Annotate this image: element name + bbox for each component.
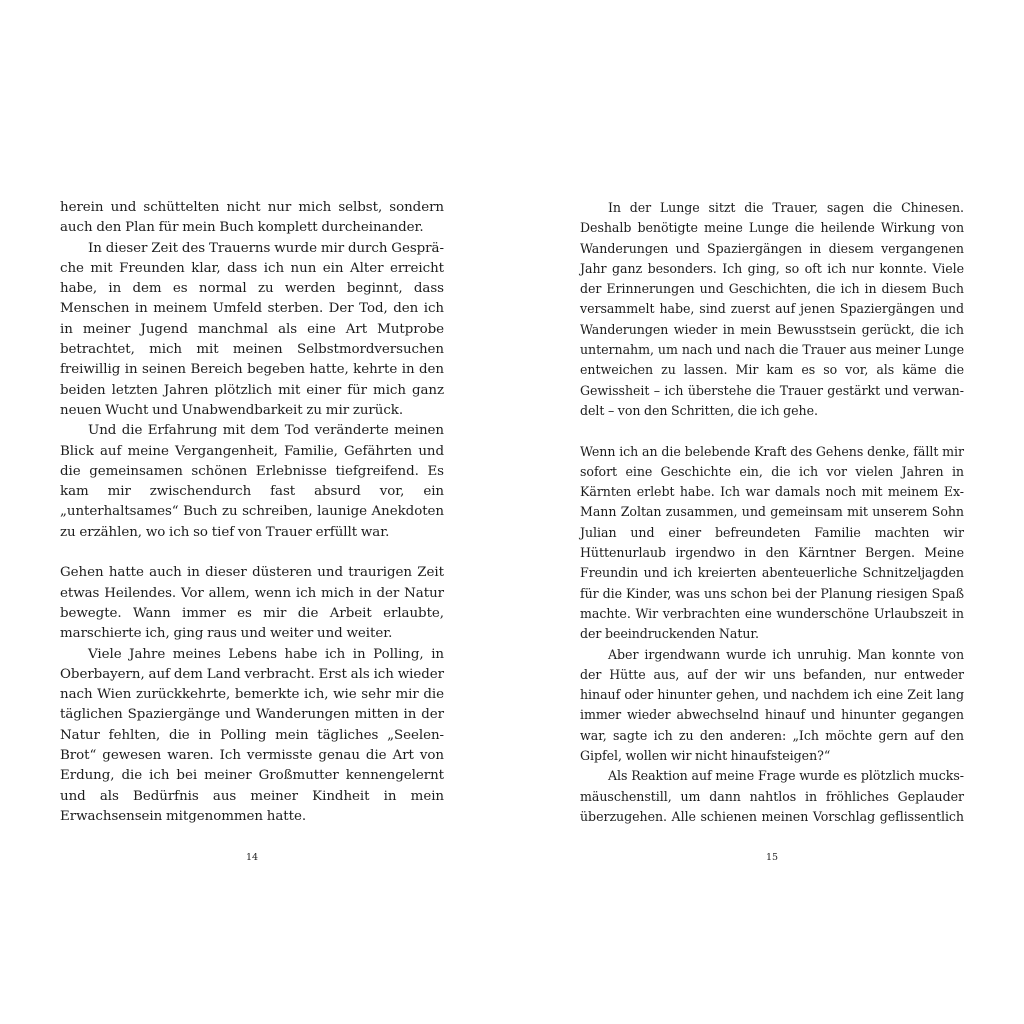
paragraph: Viele Jahre meines Lebens habe ich in Polling, in Oberbayern, auf dem Land verbracht. Erst als ich wieder nach Wien zurückkehrte, bemerkte ich, wie sehr mir die täglichen Spaziergänge und Wanderungen mitten in der Natur fehlten, die in Polling mein tägliches „Seelen-Brot“ gewesen waren. Ich vermisste genau die Art von Erdung, die ich bei meiner Großmutter kennengelernt und als Bedürfnis aus meiner Kindheit in mein Erwachsensein mitgenommen hatte. <box>60 646 444 824</box>
paragraph: Wenn ich an die belebende Kraft des Gehens denke, fällt mir sofort eine Geschichte ein, die ich vor vielen Jahren in Kärnten erlebt habe. Ich war damals noch mit meinem Ex-Mann Zoltan zusammen, und gemeinsam mit unserem Sohn Julian und einer befreundeten Familie machten wir Hüttenurlaub irgendwo in den Kärntner Bergen. Meine Freundin und ich kreierten abenteuerliche Schnitzeljagden für die Kinder, was uns schon bei der Planung riesigen Spaß machte. Wir verbrachten eine wunderschöne Urlaubszeit in der beeindruckenden Natur. <box>580 443 964 642</box>
left-text-column <box>60 198 444 827</box>
paragraph: In dieser Zeit des Trauerns wurde mir durch Gespräche mit Freunden klar, dass ich nun ein Alter erreicht habe, in dem es normal zu werden beginnt, dass Menschen in meinem Umfeld sterben. Der Tod, den ich in meiner Jugend manchmal als eine Art Mutprobe betrachtet, mich mit meinen Selbstmordversuchen freiwillig in seinen Bereich begeben hatte, kehrte in den beiden letzten Jahren plötzlich mit einer für mich ganz neuen Wucht und Unabwendbarkeit zu mir zurück. <box>60 240 444 418</box>
left-page <box>60 198 444 827</box>
page-number-left: 14 <box>245 852 259 863</box>
paragraph: In der Lunge sitzt die Trauer, sagen die Chinesen. Deshalb benötigte meine Lunge die heilende Wirkung von Wanderungen und Spaziergängen in diesem vergangenen Jahr ganz besonders. Ich ging, so oft ich nur konnte. Viele der Erinnerungen und Geschichten, die ich in diesem Buch versammelt habe, sind zuerst auf jenen Spaziergängen und Wanderungen wieder in mein Bewusstsein gerückt, die ich unternahm, um nach und nach die Trauer aus meiner Lunge entweichen zu lassen. Mir kam es so vor, als käme die Gewissheit – ich überstehe die Trauer gestärkt und verwandelt – von den Schritten, die ich gehe. <box>580 200 964 418</box>
paragraph: Und die Erfahrung mit dem Tod veränderte meinen Blick auf meine Vergangenheit, Familie, Gefährten und die gemeinsamen schönen Erlebnisse tiefgreifend. Es kam mir zwischendurch fast absurd vor, ein „unterhaltsames“ Buch zu schreiben, launige Anekdoten zu erzählen, wo ich so tief von Trauer erfüllt war. <box>60 423 444 540</box>
paragraph: Gehen hatte auch in dieser düsteren und traurigen Zeit etwas Heilendes. Vor allem, wenn ich mich in der Natur bewegte. Wann immer es mir die Arbeit erlaubte, marschierte ich, ging raus und weiter und weiter. <box>60 565 444 642</box>
page-number-right: 15 <box>765 852 779 863</box>
paragraph: herein und schüttelten nicht nur mich selbst, sondern auch den Plan für mein Buch komplett durcheinander. <box>60 200 444 236</box>
paragraph: Als Reaktion auf meine Frage wurde es plötzlich mucksmäuschenstill, um dann nahtlos in fröhliches Geplauder überzugehen. Alle schienen meinen Vorschlag geflissentlich <box>580 768 964 824</box>
right-text-column <box>580 198 964 827</box>
paragraph: Aber irgendwann wurde ich unruhig. Man konnte von der Hütte aus, auf der wir uns befanden, nur entweder hinauf oder hinunter gehen, und nachdem ich eine Zeit lang immer wieder abwechselnd hinauf und hinunter gegangen war, sagte ich zu den anderen: „Ich möchte gern auf den Gipfel, wollen wir nicht hinaufsteigen?“ <box>580 646 964 764</box>
right-page <box>580 198 964 827</box>
